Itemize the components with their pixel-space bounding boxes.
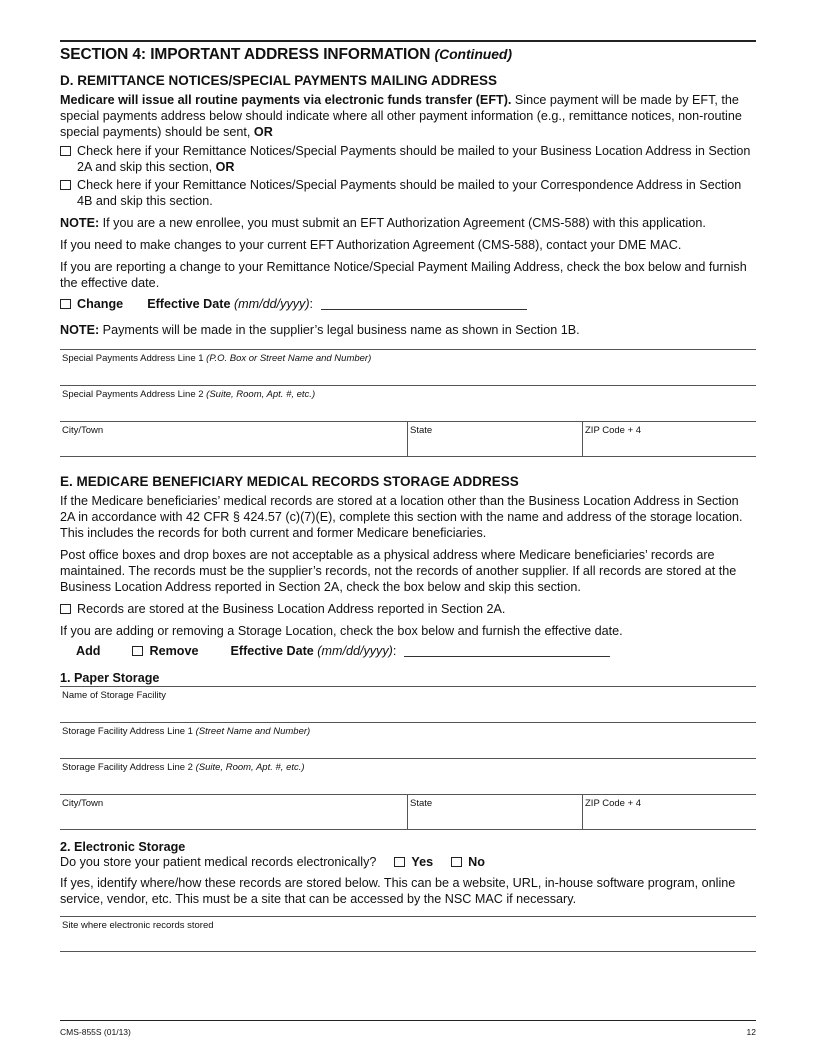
check-records-stored: Records are stored at the Business Location Address reported in Section 2A. (60, 601, 756, 617)
special-payments-line1[interactable]: Special Payments Address Line 1 (P.O. Box or Street Name and Number) (60, 349, 756, 385)
business-location-checkbox[interactable] (60, 146, 71, 156)
note-eft: NOTE: If you are a new enrollee, you must submit an EFT Authorization Agreement (CMS-588) with this application. (60, 216, 706, 230)
remove-checkbox[interactable] (132, 646, 143, 656)
section-d-intro: Medicare will issue all routine payments via electronic funds transfer (EFT). Since payment will be made by EFT, the special payments address below should indicate where all other payment information (e.g., remittance notices, non-routine special payments) should be sent, OR (60, 93, 742, 139)
changes-text: If you need to make changes to your current EFT Authorization Agreement (CMS-588), contact your DME MAC. (60, 238, 682, 252)
electronic-site-field[interactable]: Site where electronic records stored (60, 916, 756, 952)
storage-state-field[interactable]: State (407, 795, 582, 829)
continued-label: (Continued) (434, 46, 512, 62)
change-checkbox[interactable] (60, 299, 71, 309)
effective-date-label: Effective Date (mm/dd/yyyy): (147, 297, 314, 311)
section-e-para1: If the Medicare beneficiaries’ medical records are stored at a location other than the Business Location Address in Section 2A in accordance with 42 CFR § 424.57 (c)(7)(E), complete this section with the name and address of the storage location. This includes the records for both current and former Medicare beneficiaries. (60, 494, 743, 540)
storage-city-field[interactable]: City/Town (62, 798, 104, 809)
no-checkbox[interactable] (451, 857, 462, 867)
page-footer (60, 1020, 756, 1037)
top-rule (60, 40, 756, 42)
no-label: No (468, 855, 485, 869)
change-label: Change (77, 297, 124, 311)
adding-text: If you are adding or removing a Storage Location, check the box below and furnish the effective date. (60, 624, 623, 638)
add-label: Add (76, 644, 101, 658)
identify-text: If yes, identify where/how these records are stored below. This can be a website, URL, in-house software program, online service, vendor, etc. This must be a site that can be accessed by the NSC MAC if necessary. (60, 876, 736, 906)
check-business-location: Check here if your Remittance Notices/Special Payments should be mailed to your Business Location Address in Section 2A and skip this section, OR (60, 143, 756, 175)
effective-date-field[interactable] (321, 298, 527, 310)
zip-field[interactable]: ZIP Code + 4 (582, 422, 756, 456)
storage-facility-line1[interactable]: Storage Facility Address Line 1 (Street Name and Number) (60, 722, 756, 758)
section-e-para2: Post office boxes and drop boxes are not acceptable as a physical address where Medicare beneficiaries’ records are maintained. The records must be the supplier’s records, not the records of another supplier. If all records are stored at the Business Location Address reported in Section 2A, check the box below and skip this section. (60, 548, 737, 594)
city-state-zip-row (60, 421, 756, 457)
change-row (60, 297, 756, 311)
state-field[interactable]: State (407, 422, 582, 456)
electronic-question-row: Do you store your patient medical records electronically? Yes No (60, 855, 485, 869)
yes-checkbox[interactable] (394, 857, 405, 867)
paper-storage-title: 1. Paper Storage (60, 671, 160, 685)
note-payments: NOTE: Payments will be made in the supplier’s legal business name as shown in Section 1B. (60, 323, 580, 337)
storage-zip-field[interactable]: ZIP Code + 4 (582, 795, 756, 829)
storage-facility-name[interactable]: Name of Storage Facility (60, 686, 756, 722)
add-remove-row (60, 644, 756, 658)
storage-effective-date-label: Effective Date (mm/dd/yyyy): (230, 644, 397, 658)
section-title: SECTION 4: IMPORTANT ADDRESS INFORMATION (Continued) (60, 46, 512, 63)
storage-facility-line2[interactable]: Storage Facility Address Line 2 (Suite, Room, Apt. #, etc.) (60, 758, 756, 794)
section-e-title: E. MEDICARE BENEFICIARY MEDICAL RECORDS STORAGE ADDRESS (60, 474, 519, 489)
section-d-title: D. REMITTANCE NOTICES/SPECIAL PAYMENTS MAILING ADDRESS (60, 73, 498, 88)
special-payments-line2[interactable]: Special Payments Address Line 2 (Suite, Room, Apt. #, etc.) (60, 385, 756, 421)
city-field[interactable]: City/Town (62, 425, 104, 436)
correspondence-checkbox[interactable] (60, 180, 71, 190)
storage-effective-date-field[interactable] (404, 645, 610, 657)
remove-label: Remove (149, 644, 199, 658)
page-number: 12 (746, 1027, 756, 1037)
yes-label: Yes (411, 855, 434, 869)
form-id: CMS-855S (01/13) (60, 1027, 131, 1037)
electronic-storage-title: 2. Electronic Storage (60, 840, 186, 854)
report-text: If you are reporting a change to your Remittance Notice/Special Payment Mailing Address, check the box below and furnish the effective date. (60, 260, 747, 290)
records-stored-checkbox[interactable] (60, 604, 71, 614)
form-page (60, 40, 756, 952)
storage-city-state-zip-row (60, 794, 756, 830)
check-correspondence: Check here if your Remittance Notices/Special Payments should be mailed to your Correspondence Address in Section 4B and skip this section. (60, 177, 756, 209)
